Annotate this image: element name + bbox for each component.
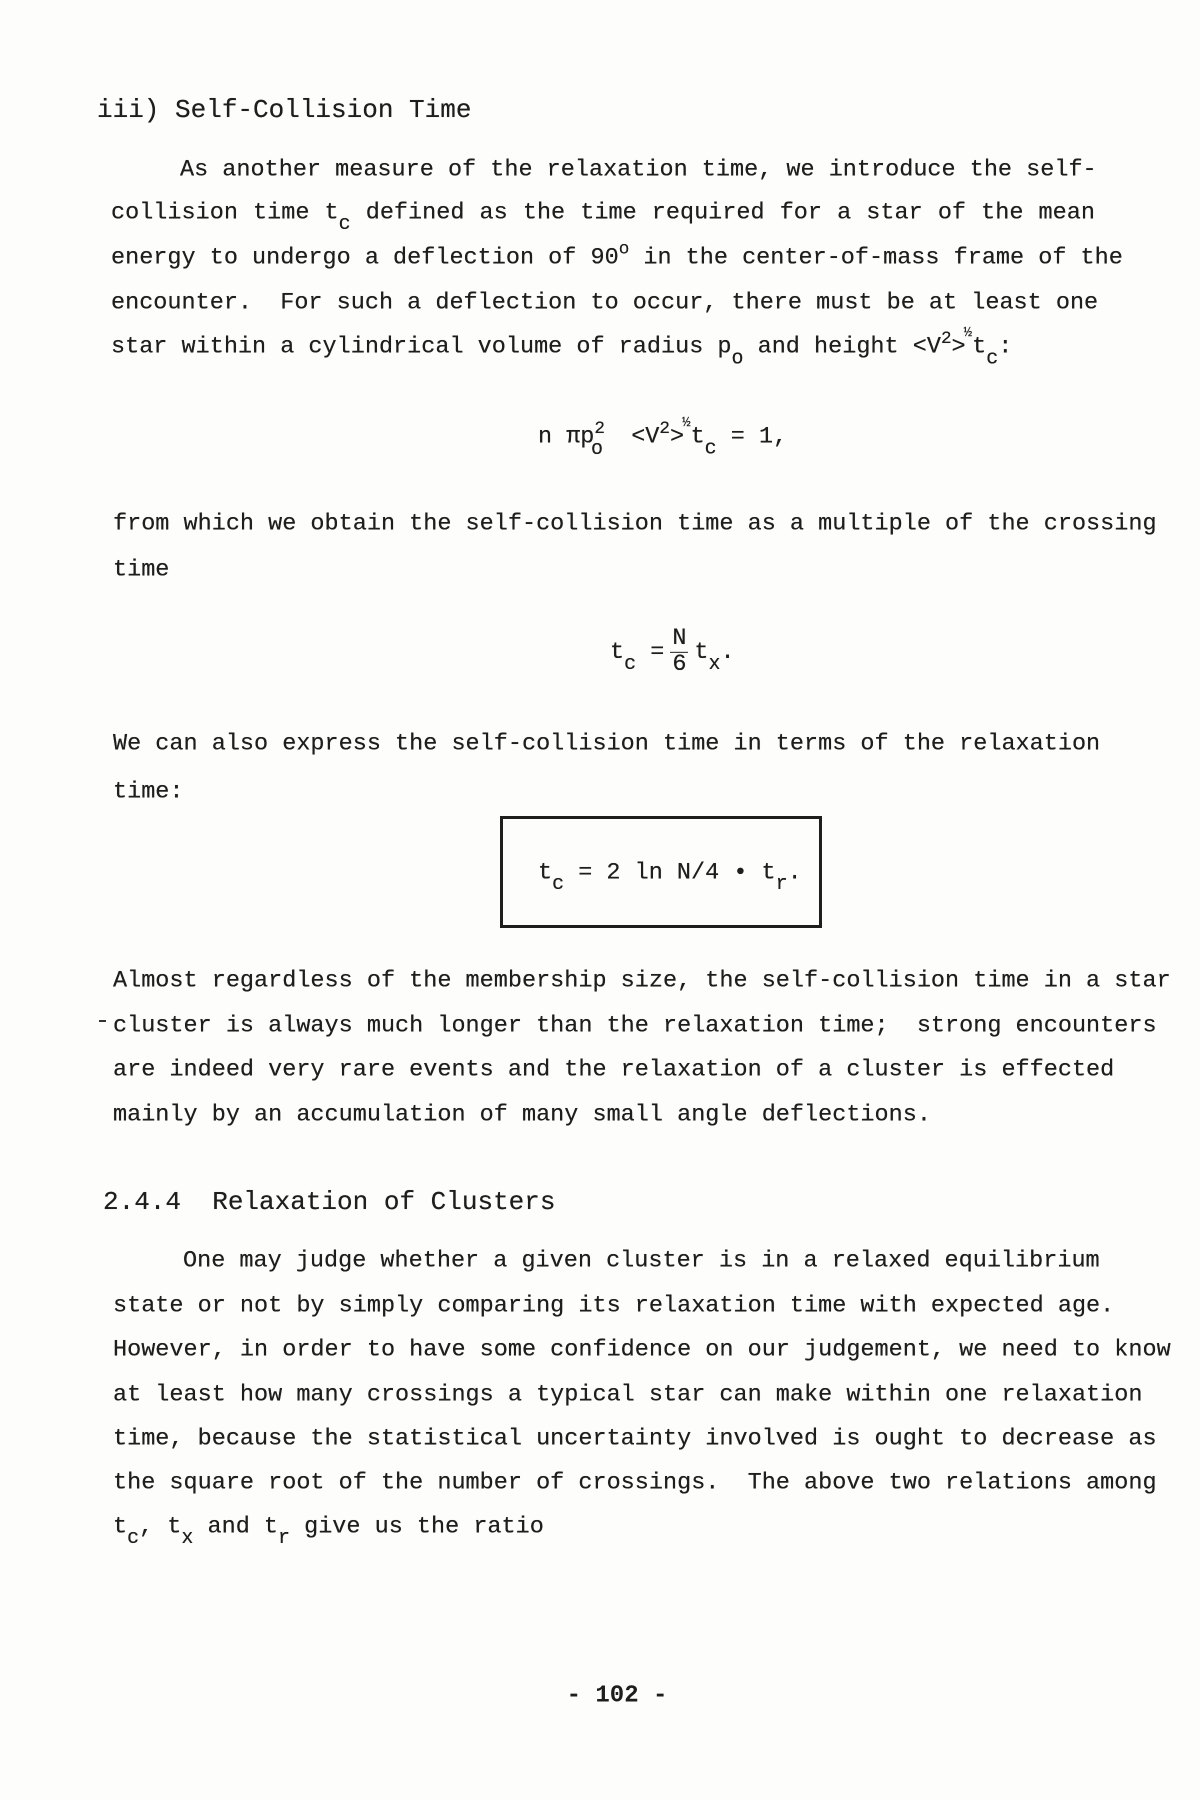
paragraph-line: from which we obtain the self-collision time as a multiple of the crossing [113,510,1157,538]
equation-collision-condition: n $\pi p^2_o <V^2>^{\frac{1}{2}}t_c = 1$, [538,414,788,460]
paragraph-line: state or not by simply comparing its relaxation time with expected age. [113,1292,1115,1320]
paragraph-line: encounter. For such a deflection to occur, there must be at least one [111,289,1099,317]
paragraph-line: are indeed very rare events and the relaxation of a cluster is effected [113,1056,1115,1084]
paragraph-line: star within a cylindrical volume of radius $p_o$ and height $<V^2>^{\frac{1}{2}}t_c$: [111,324,1013,370]
paragraph-line: collision time $t_c$ defined as the time required for a star of the mean [111,199,1095,236]
equation-collision-crossing: $t_c$ = $\frac{N}{6}$ $t_x$. [610,624,735,678]
paragraph-line: One may judge whether a given cluster is in a relaxed equilibrium [183,1247,1100,1275]
paragraph-line: Almost regardless of the membership size, the self-collision time in a star [113,967,1171,995]
section-heading: iii) Self-Collision Time [97,95,472,125]
paragraph-line: time: [113,778,184,806]
paragraph-line: mainly by an accumulation of many small angle deflections. [113,1101,931,1129]
paragraph-line: energy to undergo a deflection of 90$^o$ in the center-of-mass frame of the [111,239,1123,272]
paragraph-line: As another measure of the relaxation time, we introduce the self- [180,156,1097,184]
paragraph-line: We can also express the self-collision time in terms of the relaxation [113,730,1101,758]
paragraph-line: time [113,556,170,584]
equation-collision-relaxation: $t_c = 2$ ln N/4 • $t_r$. [538,859,802,896]
paragraph-line: time, because the statistical uncertainty involved is ought to decrease as [113,1425,1157,1453]
margin-mark [99,1020,106,1022]
subsection-heading: 2.4.4 Relaxation of Clusters [103,1187,556,1217]
paragraph-line: the square root of the number of crossings. The above two relations among [113,1469,1157,1497]
fraction: $\frac{N}{6}$ [672,624,687,678]
paragraph-line: at least how many crossings a typical star can make within one relaxation [113,1381,1143,1409]
paragraph-line: cluster is always much longer than the relaxation time; strong encounters [113,1012,1157,1040]
page-number: - 102 - [566,1682,668,1710]
paragraph-line: However, in order to have some confidence on our judgement, we need to know [113,1336,1171,1364]
paragraph-line: $t_c$, $t_x$ and $t_r$ give us the ratio [113,1513,544,1550]
